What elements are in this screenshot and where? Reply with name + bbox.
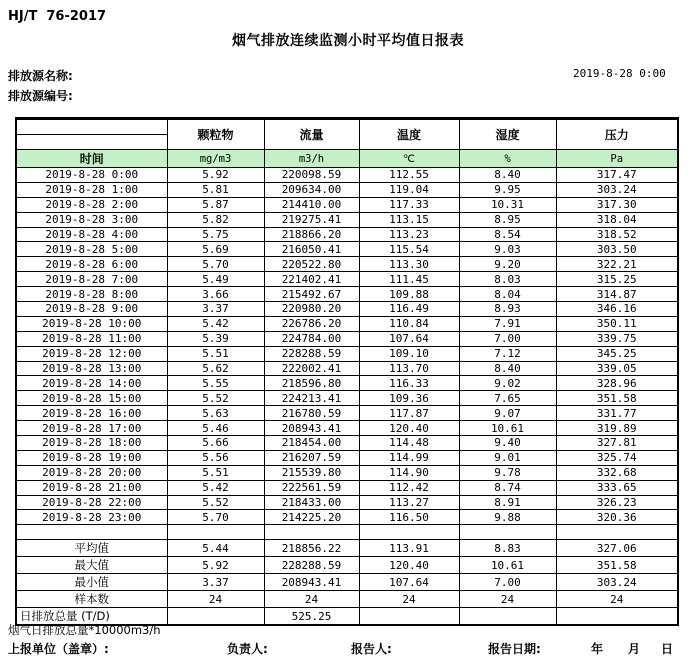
value-cell: 219275.41 [264,212,359,227]
value-cell: 8.03 [459,272,556,287]
value-cell: 218454.00 [264,436,359,451]
value-cell: 346.16 [556,302,678,317]
time-cell: 2019-8-28 2:00 [16,197,167,212]
table-row [16,391,678,406]
value-cell: 333.65 [556,480,678,495]
value-cell: 5.51 [167,465,264,480]
value-cell: 5.39 [167,331,264,346]
unit-pm: mg/m3 [167,150,264,168]
corner-top-cell [17,120,167,135]
column-header-temperature: 温度 [359,119,459,150]
reporter-label: 报告人: [351,642,392,656]
value-cell: 208943.41 [264,421,359,436]
value-cell: 24 [359,591,459,608]
value-cell: 116.50 [359,510,459,525]
value-cell: 228288.59 [264,346,359,361]
table-row [16,436,678,451]
summary-row [16,540,678,557]
value-cell: 345.25 [556,346,678,361]
value-cell: 9.03 [459,242,556,257]
value-cell: 109.88 [359,287,459,302]
value-cell: 117.87 [359,406,459,421]
value-cell: 5.70 [167,257,264,272]
time-cell: 2019-8-28 11:00 [16,331,167,346]
table-row [16,182,678,197]
time-cell: 2019-8-28 20:00 [16,465,167,480]
source-code-label: 排放源编号: [8,89,73,103]
report-datetime: 2019-8-28 0:00 [573,67,666,80]
column-header-humidity: 湿度 [459,119,556,150]
table-row [16,465,678,480]
value-cell: 7.00 [459,574,556,591]
value-cell: 224784.00 [264,331,359,346]
value-cell: 318.04 [556,212,678,227]
summary-label-cell: 最大值 [16,557,167,574]
table-row [16,287,678,302]
value-cell [556,608,678,626]
value-cell: 5.62 [167,361,264,376]
summary-label-cell: 样本数 [16,591,167,608]
time-cell: 2019-8-28 16:00 [16,406,167,421]
value-cell: 209634.00 [264,182,359,197]
value-cell: 328.96 [556,376,678,391]
spacer-row [16,525,678,540]
page-title: 烟气排放连续监测小时平均值日报表 [232,33,464,49]
value-cell: 319.89 [556,421,678,436]
time-cell: 2019-8-28 15:00 [16,391,167,406]
value-cell: 214410.00 [264,197,359,212]
value-cell: 3.37 [167,302,264,317]
table-row [16,480,678,495]
summary-row [16,574,678,591]
value-cell: 5.55 [167,376,264,391]
value-cell: 5.69 [167,242,264,257]
value-cell: 8.91 [459,495,556,510]
value-cell: 117.33 [359,197,459,212]
value-cell: 332.68 [556,465,678,480]
value-cell [556,525,678,540]
value-cell: 8.95 [459,212,556,227]
value-cell: 5.63 [167,406,264,421]
time-cell: 2019-8-28 7:00 [16,272,167,287]
unit-humidity: % [459,150,556,168]
value-cell: 120.40 [359,421,459,436]
value-cell: 9.95 [459,182,556,197]
value-cell: 220098.59 [264,168,359,183]
value-cell: 221402.41 [264,272,359,287]
table-row [16,257,678,272]
value-cell: 111.45 [359,272,459,287]
value-cell: 222002.41 [264,361,359,376]
value-cell: 5.46 [167,421,264,436]
value-cell: 8.54 [459,227,556,242]
value-cell: 115.54 [359,242,459,257]
value-cell: 8.74 [459,480,556,495]
time-cell: 2019-8-28 19:00 [16,450,167,465]
value-cell: 7.00 [459,331,556,346]
table-row [16,197,678,212]
value-cell: 5.52 [167,495,264,510]
source-name-label: 排放源名称: [8,69,73,83]
value-cell: 303.24 [556,182,678,197]
value-cell: 109.10 [359,346,459,361]
table-row [16,376,678,391]
value-cell [459,525,556,540]
value-cell: 222561.59 [264,480,359,495]
value-cell: 3.37 [167,574,264,591]
value-cell: 120.40 [359,557,459,574]
value-cell: 317.30 [556,197,678,212]
value-cell: 351.58 [556,391,678,406]
value-cell: 5.44 [167,540,264,557]
time-cell: 2019-8-28 8:00 [16,287,167,302]
total-emission-note: 烟气日排放总量*10000m3/h [8,623,161,637]
value-cell: 8.40 [459,361,556,376]
responsible-person-label: 负责人: [227,642,268,656]
value-cell: 351.58 [556,557,678,574]
value-cell: 315.25 [556,272,678,287]
value-cell: 303.24 [556,574,678,591]
time-cell: 2019-8-28 9:00 [16,302,167,317]
value-cell: 113.91 [359,540,459,557]
value-cell: 107.64 [359,331,459,346]
value-cell [459,608,556,626]
table-row [16,316,678,331]
time-cell: 2019-8-28 12:00 [16,346,167,361]
value-cell: 525.25 [264,608,359,626]
value-cell: 9.20 [459,257,556,272]
value-cell: 9.07 [459,406,556,421]
value-cell: 9.88 [459,510,556,525]
value-cell: 24 [556,591,678,608]
column-header-pressure: 压力 [556,119,678,150]
value-cell: 5.52 [167,391,264,406]
table-row [16,212,678,227]
summary-row [16,557,678,574]
value-cell: 218856.22 [264,540,359,557]
report-date-label: 报告日期: [488,642,541,656]
value-cell [264,525,359,540]
table-row [16,227,678,242]
corner-bottom-cell [17,135,167,149]
summary-row [16,591,678,608]
summary-label-cell: 最小值 [16,574,167,591]
value-cell: 112.55 [359,168,459,183]
report-unit-label: 上报单位（盖章）: [8,642,109,656]
value-cell [359,525,459,540]
table-row [16,242,678,257]
value-cell: 5.42 [167,480,264,495]
value-cell: 113.15 [359,212,459,227]
table-row [16,406,678,421]
value-cell: 113.23 [359,227,459,242]
value-cell: 113.30 [359,257,459,272]
standard-number: HJ/T 76-2017 [8,9,107,24]
value-cell: 5.70 [167,510,264,525]
value-cell: 114.48 [359,436,459,451]
value-cell: 8.40 [459,168,556,183]
value-cell [359,608,459,626]
value-cell: 9.40 [459,436,556,451]
value-cell: 119.04 [359,182,459,197]
value-cell: 5.51 [167,346,264,361]
value-cell: 320.36 [556,510,678,525]
value-cell: 107.64 [359,574,459,591]
value-cell: 216207.59 [264,450,359,465]
value-cell: 216050.41 [264,242,359,257]
value-cell: 8.04 [459,287,556,302]
value-cell: 303.50 [556,242,678,257]
value-cell: 7.91 [459,316,556,331]
value-cell: 8.83 [459,540,556,557]
value-cell: 216780.59 [264,406,359,421]
table-row [16,361,678,376]
table-row [16,450,678,465]
time-cell: 2019-8-28 10:00 [16,316,167,331]
value-cell: 112.42 [359,480,459,495]
summary-label-cell: 平均值 [16,540,167,557]
year-label: 年 [591,642,604,656]
value-cell: 208943.41 [264,574,359,591]
units-header-row [16,150,678,168]
table-row [16,510,678,525]
month-label: 月 [628,642,641,656]
value-cell: 325.74 [556,450,678,465]
value-cell: 5.42 [167,316,264,331]
value-cell: 226786.20 [264,316,359,331]
value-cell: 5.82 [167,212,264,227]
unit-flow: m3/h [264,150,359,168]
value-cell: 114.99 [359,450,459,465]
table-body [16,168,678,626]
time-cell: 2019-8-28 21:00 [16,480,167,495]
unit-pressure: Pa [556,150,678,168]
value-cell: 3.66 [167,287,264,302]
time-cell: 2019-8-28 17:00 [16,421,167,436]
value-cell: 7.65 [459,391,556,406]
header-corner-cell [16,119,167,150]
report-table [15,117,679,626]
table-row [16,272,678,287]
time-cell: 2019-8-28 6:00 [16,257,167,272]
table-row [16,331,678,346]
value-cell: 5.81 [167,182,264,197]
value-cell: 214225.20 [264,510,359,525]
time-cell: 2019-8-28 0:00 [16,168,167,183]
value-cell: 5.49 [167,272,264,287]
time-cell: 2019-8-28 23:00 [16,510,167,525]
value-cell: 326.23 [556,495,678,510]
time-cell: 2019-8-28 3:00 [16,212,167,227]
value-cell: 9.01 [459,450,556,465]
table-row [16,421,678,436]
value-cell: 8.93 [459,302,556,317]
time-cell: 2019-8-28 13:00 [16,361,167,376]
time-header-cell: 时间 [16,150,167,168]
value-cell: 24 [167,591,264,608]
time-cell: 2019-8-28 1:00 [16,182,167,197]
value-cell: 339.75 [556,331,678,346]
pollutant-header-row [16,119,678,150]
table-row [16,302,678,317]
time-cell: 2019-8-28 4:00 [16,227,167,242]
value-cell: 24 [459,591,556,608]
value-cell: 9.02 [459,376,556,391]
value-cell: 218596.80 [264,376,359,391]
unit-temperature: ℃ [359,150,459,168]
value-cell: 331.77 [556,406,678,421]
value-cell: 10.31 [459,197,556,212]
value-cell: 113.27 [359,495,459,510]
value-cell: 114.90 [359,465,459,480]
value-cell: 9.78 [459,465,556,480]
value-cell: 314.87 [556,287,678,302]
value-cell: 220522.80 [264,257,359,272]
value-cell: 318.52 [556,227,678,242]
value-cell: 220980.20 [264,302,359,317]
value-cell: 5.66 [167,436,264,451]
value-cell: 116.33 [359,376,459,391]
spacer-cell [16,525,167,540]
value-cell: 215492.67 [264,287,359,302]
time-cell: 2019-8-28 22:00 [16,495,167,510]
value-cell: 350.11 [556,316,678,331]
value-cell: 215539.80 [264,465,359,480]
time-cell: 2019-8-28 14:00 [16,376,167,391]
value-cell: 327.81 [556,436,678,451]
time-cell: 2019-8-28 18:00 [16,436,167,451]
value-cell: 5.87 [167,197,264,212]
value-cell: 218866.20 [264,227,359,242]
value-cell: 110.84 [359,316,459,331]
day-label: 日 [661,642,674,656]
value-cell [167,608,264,626]
column-header-flow: 流量 [264,119,359,150]
table-row [16,168,678,183]
column-header-pm: 颗粒物 [167,119,264,150]
value-cell: 5.75 [167,227,264,242]
value-cell: 116.49 [359,302,459,317]
value-cell: 327.06 [556,540,678,557]
value-cell: 228288.59 [264,557,359,574]
value-cell: 10.61 [459,421,556,436]
value-cell: 218433.00 [264,495,359,510]
value-cell: 10.61 [459,557,556,574]
value-cell: 339.05 [556,361,678,376]
value-cell: 5.56 [167,450,264,465]
time-cell: 2019-8-28 5:00 [16,242,167,257]
table-row [16,495,678,510]
value-cell: 5.92 [167,557,264,574]
summary-label-cell: 日排放总量 (T/D) [16,608,167,626]
value-cell: 322.21 [556,257,678,272]
value-cell: 7.12 [459,346,556,361]
value-cell: 5.92 [167,168,264,183]
value-cell: 113.70 [359,361,459,376]
value-cell [167,525,264,540]
value-cell: 224213.41 [264,391,359,406]
value-cell: 24 [264,591,359,608]
value-cell: 317.47 [556,168,678,183]
value-cell: 109.36 [359,391,459,406]
table-row [16,346,678,361]
